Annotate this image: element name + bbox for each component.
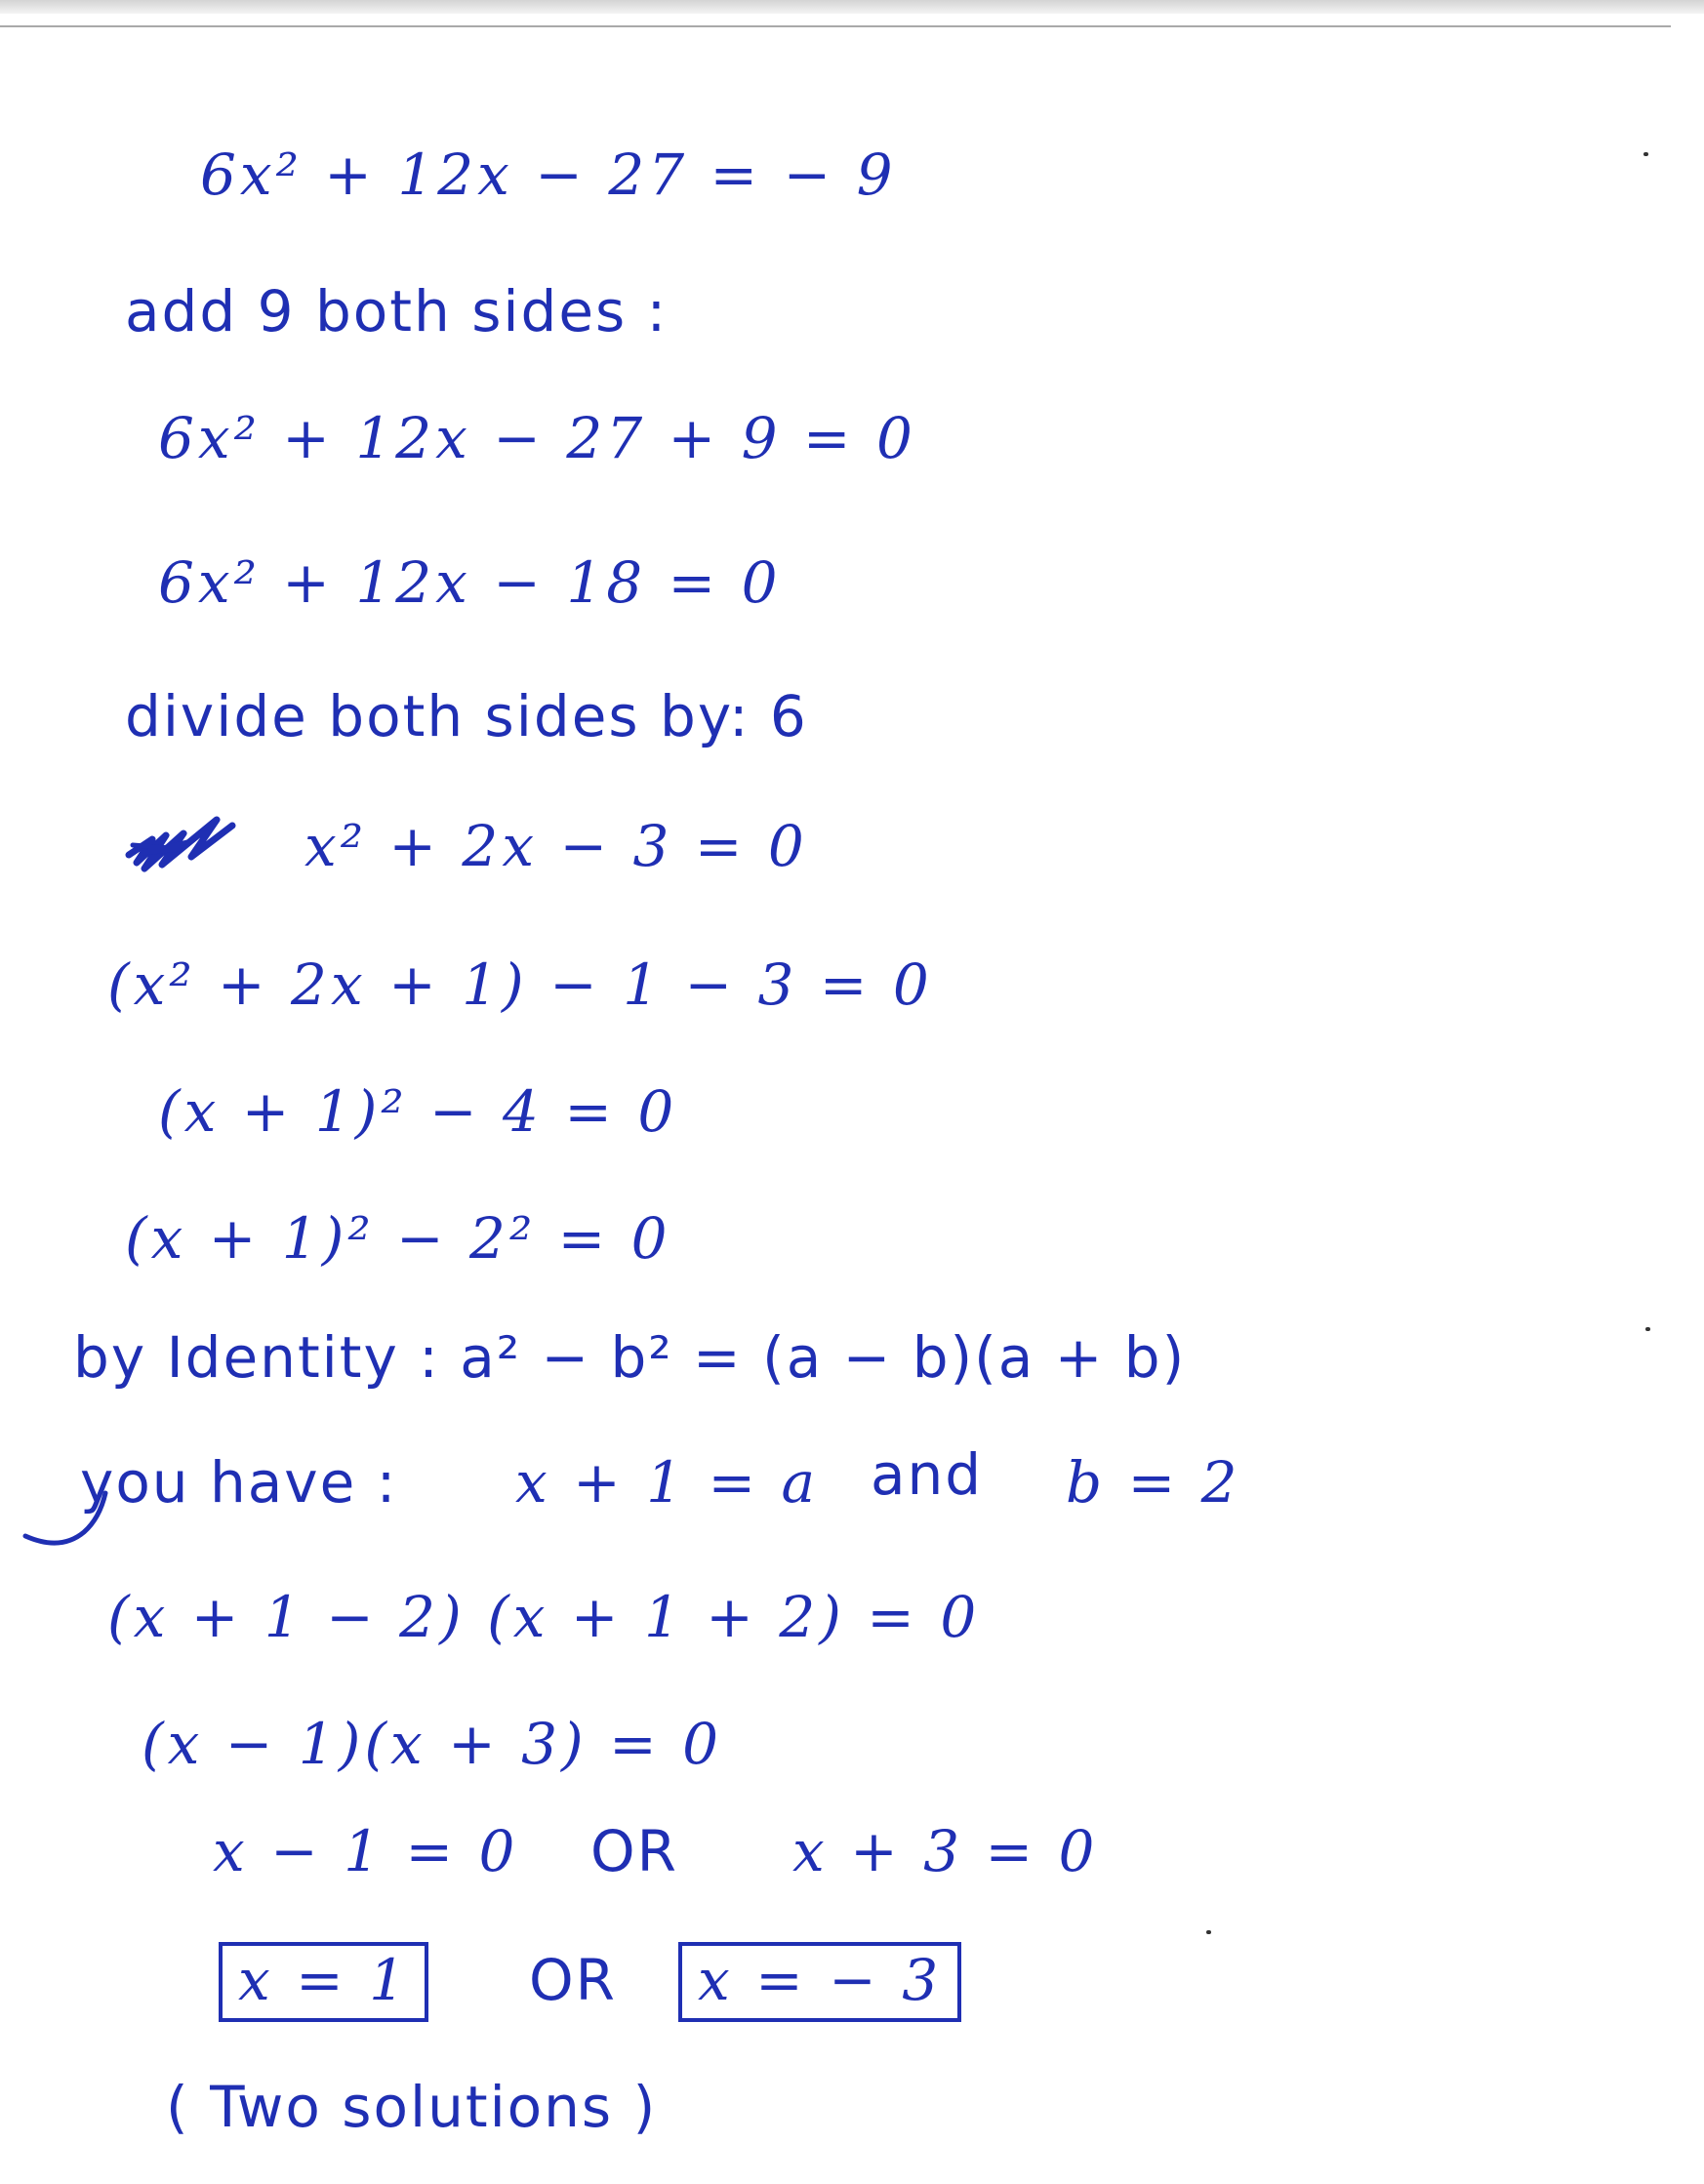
scan-speck — [1645, 1327, 1650, 1331]
equation-add-9: 6x² + 12x − 27 + 9 = 0 — [158, 405, 916, 471]
scan-speck — [1206, 1930, 1211, 1934]
two-solutions-note: ( Two solutions ) — [166, 2074, 658, 2140]
step-note-divide: divide both sides by: 6 — [125, 683, 808, 749]
step-note-add-9: add 9 both sides : — [125, 278, 669, 344]
root-equation-1: x − 1 = 0 — [213, 1818, 519, 1884]
or-word-2: OR — [529, 1947, 617, 2013]
scan-top-edge — [0, 0, 1704, 14]
substitution-b: b = 2 — [1066, 1449, 1241, 1516]
equation-complete-square: (x² + 2x + 1) − 1 − 3 = 0 — [107, 951, 933, 1018]
scan-border-line — [0, 25, 1671, 27]
identity-note: by Identity : a² − b² = (a − b)(a + b) — [73, 1324, 1187, 1391]
equation-simplified: 6x² + 12x − 18 = 0 — [158, 549, 782, 616]
equation-factored: (x − 1)(x + 3) = 0 — [142, 1711, 723, 1777]
equation-original: 6x² + 12x − 27 = − 9 — [200, 142, 897, 208]
root-equation-2: x + 3 = 0 — [792, 1818, 1099, 1884]
equation-difference-of-squares: (x + 1)² − 2² = 0 — [125, 1205, 671, 1272]
solution-box-2: x = − 3 — [678, 1942, 961, 2022]
equation-divided: x² + 2x − 3 = 0 — [304, 813, 808, 879]
substitution-a: x + 1 = a — [515, 1449, 820, 1516]
equation-factored-expanded: (x + 1 − 2) (x + 1 + 2) = 0 — [107, 1584, 981, 1650]
crossed-out-scribble — [123, 806, 240, 874]
and-word: and — [871, 1441, 984, 1508]
or-word-1: OR — [590, 1818, 678, 1884]
scan-speck — [1643, 152, 1648, 156]
you-have-label: you have : — [80, 1449, 398, 1516]
solution-box-1: x = 1 — [219, 1942, 428, 2022]
equation-square-minus-4: (x + 1)² − 4 = 0 — [158, 1078, 678, 1145]
